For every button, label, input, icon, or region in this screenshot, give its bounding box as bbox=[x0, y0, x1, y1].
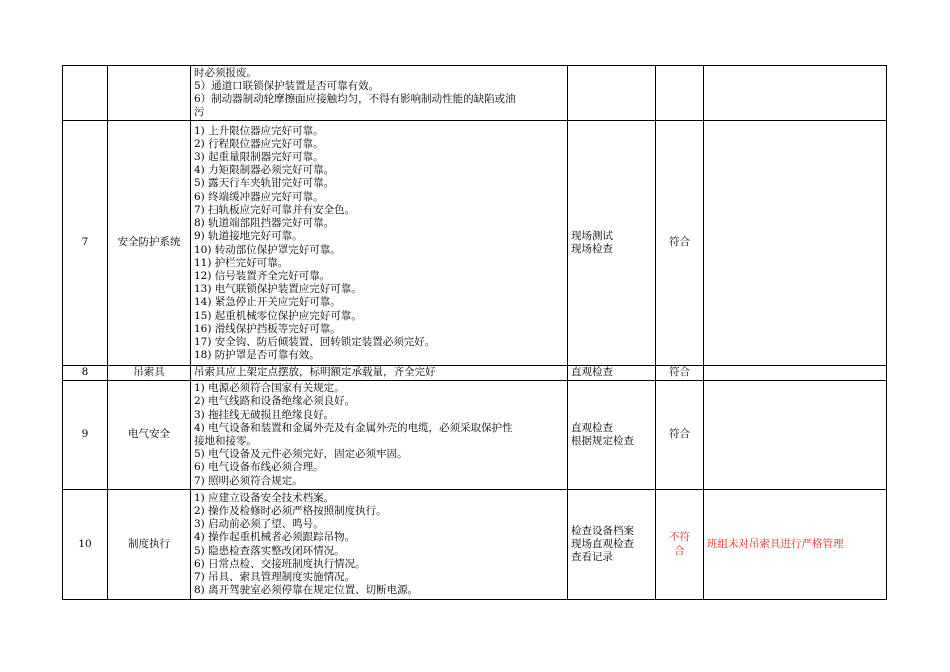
requirement-line: 1) 上升限位器应完好可靠。 bbox=[194, 124, 324, 137]
requirement-line: 2) 行程限位器应完好可靠。 bbox=[194, 137, 324, 150]
requirement-line: 9) 轨道接地完好可靠。 bbox=[194, 230, 303, 243]
requirement-line: 3) 启动前必须了望、鸣号。 bbox=[194, 518, 324, 531]
requirement-line: 12) 信号装置齐全完好可靠。 bbox=[194, 269, 331, 282]
row-number: 8 bbox=[63, 366, 108, 381]
method-line: 根据规定检查 bbox=[571, 435, 634, 447]
requirement-line: 6) 终端缓冲器应完好可靠。 bbox=[194, 190, 324, 203]
requirement-line: 7) 照明必须符合规定。 bbox=[194, 474, 303, 487]
method-cell bbox=[568, 121, 656, 366]
result-cell: 不符合 bbox=[656, 490, 704, 600]
note-cell bbox=[704, 121, 887, 366]
requirement-line: 2) 电气线路和设备绝缘必须良好。 bbox=[194, 395, 356, 408]
requirement-line: 16) 滑线保护挡板等完好可靠。 bbox=[194, 322, 341, 335]
result-cell: 符合 bbox=[656, 381, 704, 490]
requirement-line: 8) 轨道端部阻挡器完好可靠。 bbox=[194, 217, 335, 230]
note-cell bbox=[704, 366, 887, 381]
method-line: 直观检查 bbox=[571, 421, 613, 434]
requirement-cell bbox=[191, 66, 568, 121]
method-cell bbox=[568, 366, 656, 381]
item-name: 制度执行 bbox=[108, 490, 191, 600]
requirement-line: 6）制动器制动轮摩擦面应接触均匀，不得有影响制动性能的缺陷或油 bbox=[194, 93, 516, 105]
result-cell: 符合 bbox=[656, 121, 704, 366]
method-cell bbox=[568, 66, 656, 121]
requirement-cell bbox=[191, 381, 568, 490]
requirement-line: 4) 操作起重机械者必须跟踪吊物。 bbox=[194, 531, 356, 544]
method-line: 现场测试 bbox=[571, 229, 613, 242]
requirement-line: 8) 离开驾驶室必须停靠在规定位置、切断电源。 bbox=[194, 584, 419, 597]
requirement-cell bbox=[191, 366, 568, 381]
requirement-line: 2) 操作及检修时必须严格按照制度执行。 bbox=[194, 504, 387, 517]
requirement-line: 5) 隐患检查落实整改闭环情况。 bbox=[194, 544, 345, 557]
requirement-line: 13) 电气联锁保护装置应完好可靠。 bbox=[194, 283, 362, 296]
result-cell bbox=[656, 66, 704, 121]
requirement-line: 5) 露天行车夹轨钳完好可靠。 bbox=[194, 177, 335, 190]
requirement-line: 18) 防护罩是否可靠有效。 bbox=[194, 349, 320, 362]
item-name bbox=[108, 66, 191, 121]
requirement-line: 3) 起重量限制器完好可靠。 bbox=[194, 151, 324, 164]
row-number: 10 bbox=[63, 490, 108, 600]
note-cell: 班组未对吊索具进行严格管理 bbox=[704, 490, 887, 600]
requirement-line: 10) 转动部位保护罩完好可靠。 bbox=[194, 243, 341, 256]
method-line: 查看记录 bbox=[571, 551, 613, 564]
requirement-line: 5）通道口联锁保护装置是否可靠有效。 bbox=[194, 79, 380, 92]
requirement-line: 7) 吊具、索具管理制度实施情况。 bbox=[194, 570, 356, 583]
requirement-line: 6) 电气设备布线必须合理。 bbox=[194, 461, 324, 474]
requirement-line: 6) 日常点检、交接班制度执行情况。 bbox=[194, 557, 366, 570]
requirement-line: 14) 紧急停止开关应完好可靠。 bbox=[194, 296, 341, 309]
method-line: 现场检查 bbox=[571, 243, 613, 255]
requirement-line: 7) 扫轨板应完好可靠并有安全色。 bbox=[194, 203, 356, 216]
table-row bbox=[63, 121, 887, 366]
method-line: 直观检查 bbox=[571, 366, 613, 379]
requirement-line: 4) 电气设备和装置和金属外壳及有金属外壳的电缆，必须采取保护性 bbox=[194, 421, 513, 434]
requirement-cell bbox=[191, 121, 568, 366]
note-cell bbox=[704, 66, 887, 121]
method-line: 检查设备档案 bbox=[571, 524, 634, 537]
requirement-line: 11) 护栏完好可靠。 bbox=[194, 256, 289, 269]
inspection-table bbox=[62, 65, 887, 600]
requirement-line: 3) 拖挂线无破损且绝缘良好。 bbox=[194, 408, 335, 421]
item-name: 电气安全 bbox=[108, 381, 191, 490]
table-row bbox=[63, 66, 887, 121]
result-cell: 符合 bbox=[656, 366, 704, 381]
requirement-line: 吊索具应上架定点摆放，标明额定承载量，齐全完好 bbox=[194, 366, 436, 379]
table-row bbox=[63, 366, 887, 381]
requirement-line: 15) 起重机械零位保护应完好可靠。 bbox=[194, 309, 362, 322]
table-row bbox=[63, 490, 887, 600]
table-row bbox=[63, 381, 887, 490]
note-cell bbox=[704, 381, 887, 490]
row-number bbox=[63, 66, 108, 121]
item-name: 安全防护系统 bbox=[108, 121, 191, 366]
requirement-line: 17) 安全钩、防后倾装置、回转锁定装置必须完好。 bbox=[194, 335, 436, 348]
method-cell bbox=[568, 490, 656, 600]
requirement-line: 5) 电气设备及元件必须完好，固定必须牢固。 bbox=[194, 448, 408, 461]
requirement-line: 1) 应建立设备安全技术档案。 bbox=[194, 491, 335, 504]
requirement-line: 接地和接零。 bbox=[194, 435, 257, 447]
requirement-line: 1) 电源必须符合国家有关规定。 bbox=[194, 382, 345, 395]
method-line: 现场直观检查 bbox=[571, 537, 634, 550]
requirement-line: 污 bbox=[194, 106, 205, 119]
row-number: 7 bbox=[63, 121, 108, 366]
item-name: 吊索具 bbox=[108, 366, 191, 381]
requirement-line: 时必须报废。 bbox=[194, 66, 257, 79]
row-number: 9 bbox=[63, 381, 108, 490]
requirement-cell bbox=[191, 490, 568, 600]
requirement-line: 4) 力矩限制器必须完好可靠。 bbox=[194, 164, 335, 177]
method-cell bbox=[568, 381, 656, 490]
